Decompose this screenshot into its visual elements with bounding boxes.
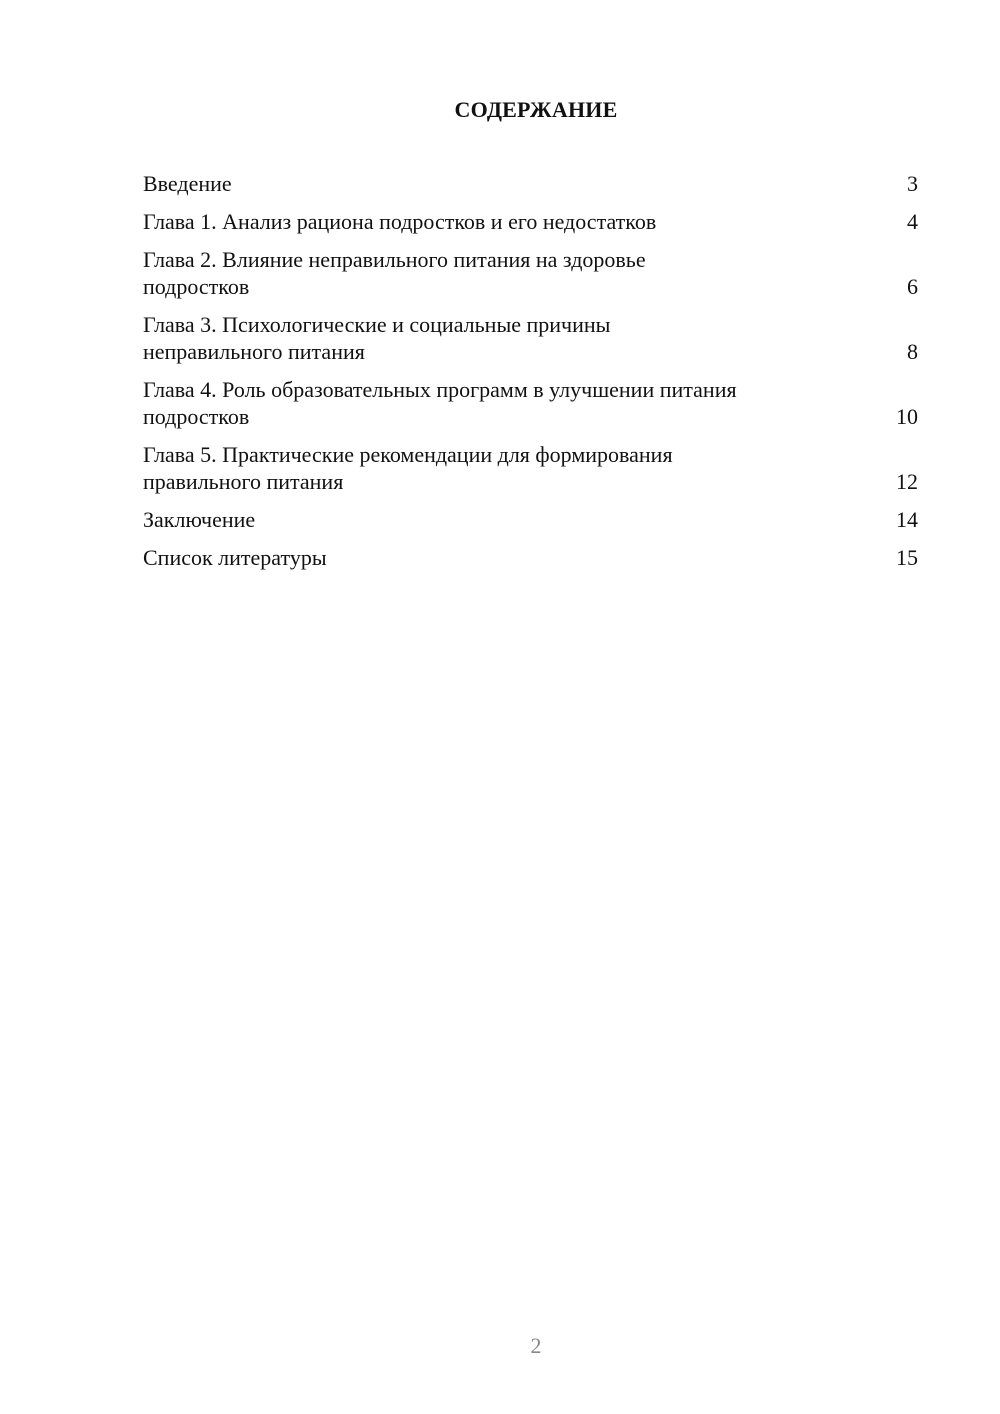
toc-entry-title-line: Глава 3. Психологические и социальные причины: [143, 312, 611, 337]
toc-entry-introduction: [143, 170, 918, 197]
toc-entry-title-line: Заключение: [143, 507, 256, 532]
page-number: 2: [530, 1333, 542, 1358]
toc-entry-title-line: неправильного питания: [143, 339, 365, 364]
toc-entry-title-line: Глава 2. Влияние неправильного питания на здоровье: [143, 247, 646, 272]
toc-entry-title: [143, 506, 894, 533]
toc-entry-title-line: Глава 5. Практические рекомендации для формирования: [143, 442, 673, 467]
toc-entry-title-line: Введение: [143, 171, 232, 196]
toc-entry-title-line: подростков: [143, 404, 250, 429]
toc-entry-title: [143, 441, 894, 495]
toc-entry-title-line: Глава 1. Анализ рациона подростков и его недостатков: [143, 209, 657, 234]
toc-entry-page: 14: [896, 507, 918, 532]
toc-entry-conclusion: [143, 506, 918, 533]
toc-entry-title-line: правильного питания: [143, 469, 344, 494]
toc-entry-title: [143, 246, 894, 300]
toc-entry-page: 12: [896, 469, 918, 494]
toc-entry-page: 10: [896, 404, 918, 429]
toc-entry-chapter-2: [143, 246, 918, 300]
toc-entry-title: [143, 311, 894, 365]
toc-entry-page: 3: [907, 171, 918, 196]
toc-entry-chapter-1: [143, 208, 918, 235]
toc-entry-title-line: подростков: [143, 274, 250, 299]
toc-heading: СОДЕРЖАНИЕ: [454, 97, 618, 122]
toc-entry-page: 15: [896, 545, 918, 570]
toc-entry-chapter-3: [143, 311, 918, 365]
toc-entry-title: [143, 376, 894, 430]
toc-entry-page: 6: [907, 274, 918, 299]
toc-entry-title-line: Глава 4. Роль образовательных программ в улучшении питания: [143, 377, 737, 402]
toc-entry-title: [143, 208, 894, 235]
toc-entry-title: [143, 544, 894, 571]
toc-entry-references: [143, 544, 918, 571]
toc-entry-chapter-5: [143, 441, 918, 495]
toc-entry-chapter-4: [143, 376, 918, 430]
toc-entry-title: [143, 170, 894, 197]
table-of-contents: [143, 170, 918, 582]
toc-entry-title-line: Список литературы: [143, 545, 327, 570]
toc-entry-page: 4: [907, 209, 918, 234]
toc-entry-page: 8: [907, 339, 918, 364]
